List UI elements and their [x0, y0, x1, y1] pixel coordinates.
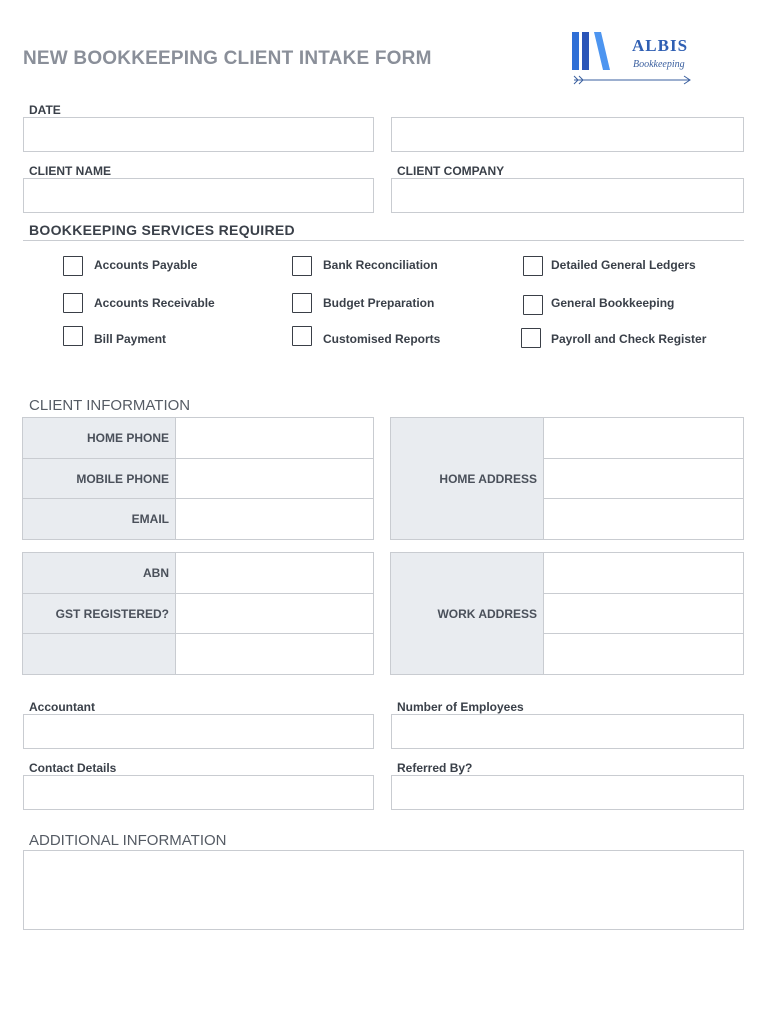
contact-details-label: Contact Details [29, 761, 117, 775]
client-name-label: CLIENT NAME [29, 164, 111, 178]
referred-by-field[interactable] [391, 775, 744, 810]
checkbox-label: General Bookkeeping [551, 296, 675, 310]
checkbox-label: Accounts Receivable [94, 296, 215, 310]
num-employees-field[interactable] [391, 714, 744, 749]
accountant-field[interactable] [23, 714, 374, 749]
logo-name: ALBIS [632, 36, 689, 55]
services-divider [23, 240, 744, 241]
additional-info-field[interactable] [23, 850, 744, 930]
accountant-label: Accountant [29, 700, 95, 714]
checkbox-label: Bill Payment [94, 332, 167, 346]
checkbox-label: Bank Reconciliation [323, 258, 438, 272]
num-employees-label: Number of Employees [397, 700, 524, 714]
mobile-phone-label: MOBILE PHONE [23, 459, 176, 499]
client-company-field[interactable] [391, 178, 744, 213]
checkbox-label: Detailed General Ledgers [551, 258, 696, 272]
checkbox-label: Accounts Payable [94, 258, 198, 272]
blank-field[interactable] [176, 634, 374, 675]
home-address-table [390, 417, 744, 540]
home-address-line-1[interactable] [544, 418, 744, 459]
checkbox-label: Customised Reports [323, 332, 441, 346]
checkbox-payroll-check-register[interactable] [521, 328, 541, 348]
checkbox-accounts-payable[interactable] [63, 256, 83, 276]
date-field-right[interactable] [391, 117, 744, 152]
logo-tagline: Bookkeeping [633, 59, 685, 70]
checkbox-general-bookkeeping[interactable] [523, 295, 543, 315]
email-field[interactable] [176, 499, 374, 540]
work-address-line-3[interactable] [544, 634, 744, 675]
home-phone-field[interactable] [176, 418, 374, 459]
date-label: DATE [29, 103, 61, 117]
additional-info-heading: ADDITIONAL INFORMATION [29, 832, 227, 849]
abn-label: ABN [23, 553, 176, 594]
referred-by-label: Referred By? [397, 761, 473, 775]
client-name-field[interactable] [23, 178, 374, 213]
blank-label [23, 634, 176, 675]
checkbox-budget-preparation[interactable] [292, 293, 312, 313]
checkbox-label: Payroll and Check Register [551, 332, 707, 346]
home-address-line-3[interactable] [544, 499, 744, 540]
mobile-phone-field[interactable] [176, 459, 374, 499]
abn-field[interactable] [176, 553, 374, 594]
checkbox-accounts-receivable[interactable] [63, 293, 83, 313]
date-field[interactable] [23, 117, 374, 152]
contact-table [22, 417, 374, 540]
home-address-label: HOME ADDRESS [391, 418, 544, 540]
gst-field[interactable] [176, 594, 374, 634]
work-address-table [390, 552, 744, 675]
gst-label: GST REGISTERED? [23, 594, 176, 634]
business-table [22, 552, 374, 675]
checkbox-detailed-general-ledgers[interactable] [523, 256, 543, 276]
services-heading: BOOKKEEPING SERVICES REQUIRED [29, 222, 295, 238]
checkbox-label: Budget Preparation [323, 296, 435, 310]
client-info-heading: CLIENT INFORMATION [29, 397, 191, 414]
checkbox-bank-reconciliation[interactable] [292, 256, 312, 276]
client-company-label: CLIENT COMPANY [397, 164, 505, 178]
work-address-line-2[interactable] [544, 594, 744, 634]
email-label: EMAIL [23, 499, 176, 540]
page-title: NEW BOOKKEEPING CLIENT INTAKE FORM [23, 48, 432, 69]
contact-details-field[interactable] [23, 775, 374, 810]
home-address-line-2[interactable] [544, 459, 744, 499]
home-phone-label: HOME PHONE [23, 418, 176, 459]
work-address-label: WORK ADDRESS [391, 553, 544, 675]
checkbox-bill-payment[interactable] [63, 326, 83, 346]
checkbox-customised-reports[interactable] [292, 326, 312, 346]
work-address-line-1[interactable] [544, 553, 744, 594]
